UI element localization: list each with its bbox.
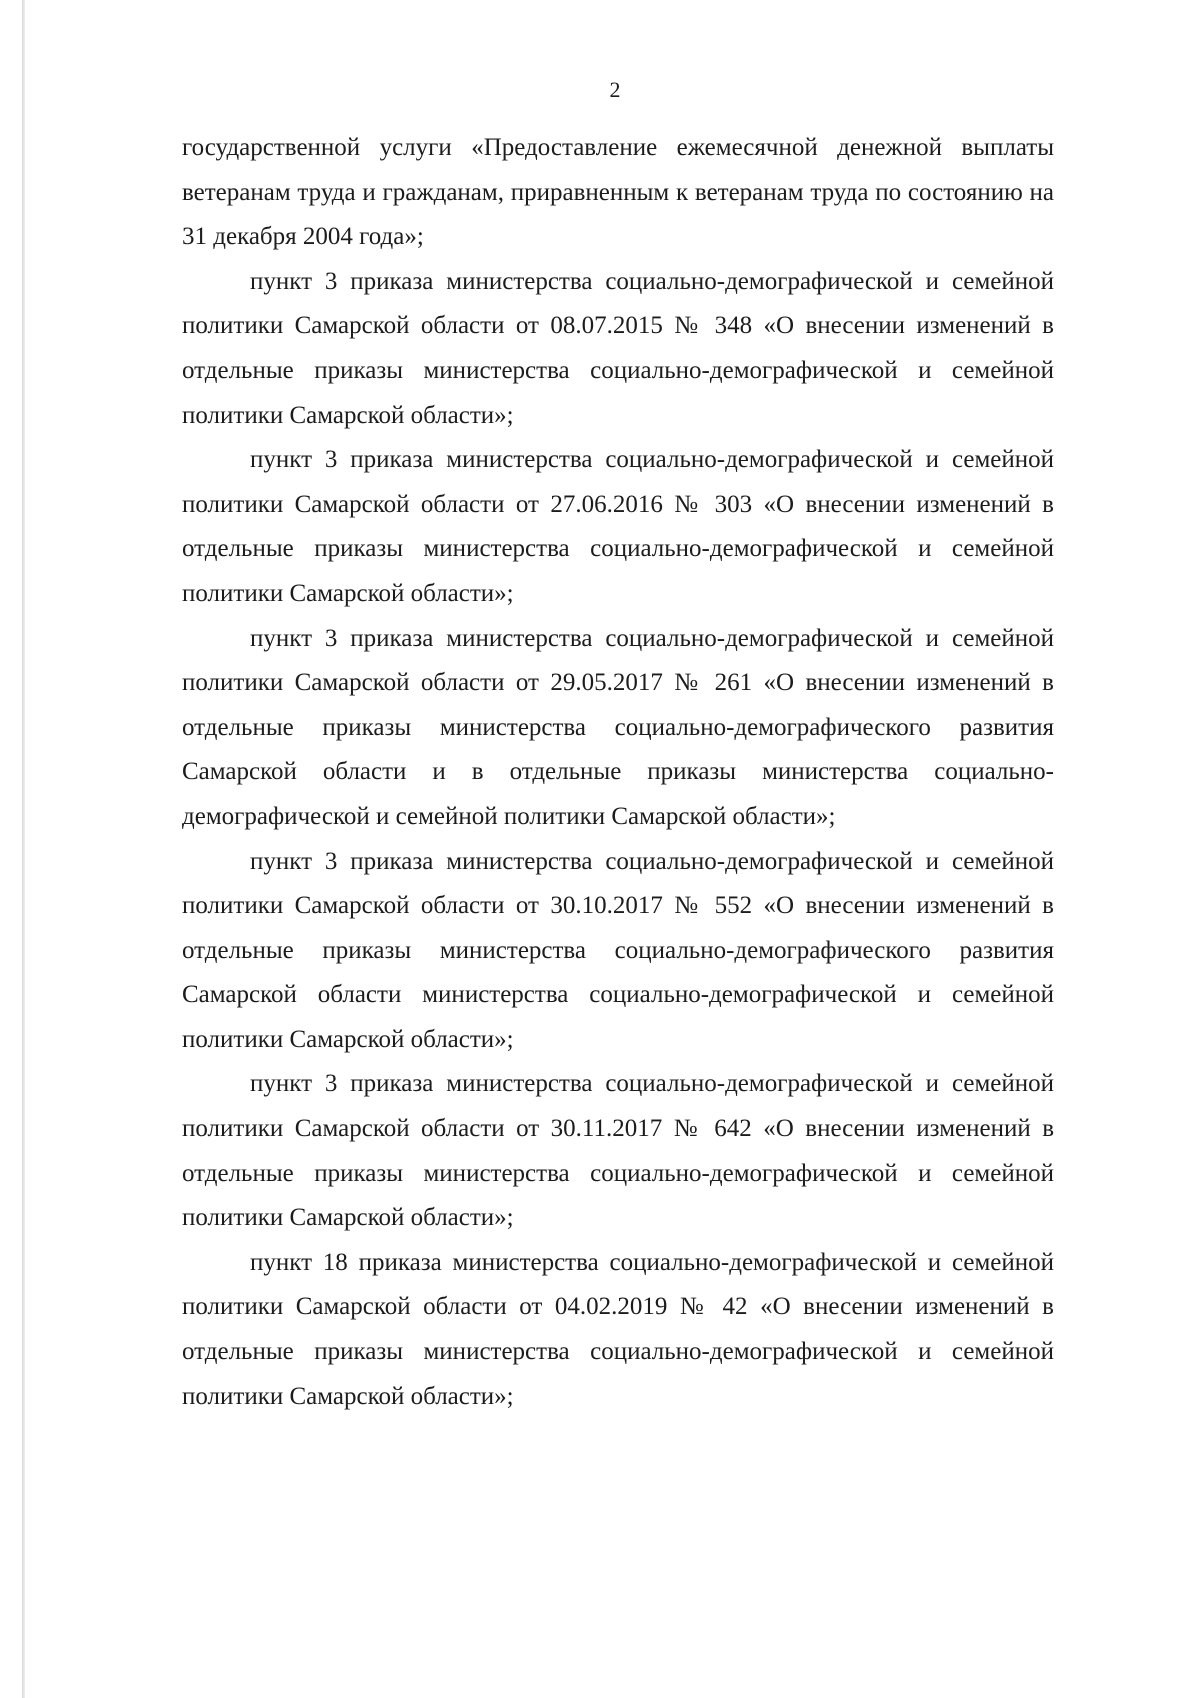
paragraph-item-3: пункт 3 приказа министерства социально-демографической и семейной политики Самарской области от 29.05.2017 № 261 «О внесении изменений в отдельные приказы министерства социально-демографического развития Самарской области и в отдельные приказы министерства социально-демографической и семейной политики Самарской области»;: [182, 624, 1054, 830]
paragraph-item-1: пункт 3 приказа министерства социально-демографической и семейной политики Самарской области от 08.07.2015 № 348 «О внесении изменений в отдельные приказы министерства социально-демографической и семейной политики Самарской области»;: [182, 267, 1054, 429]
paragraph-item-6: пункт 18 приказа министерства социально-демографической и семейной политики Самарской области от 04.02.2019 № 42 «О внесении изменений в отдельные приказы министерства социально-демографической и семейной политики Самарской области»;: [182, 1248, 1054, 1410]
scan-edge-line: [22, 0, 25, 1698]
page-number: 2: [609, 77, 621, 102]
paragraph-item-4: пункт 3 приказа министерства социально-демографической и семейной политики Самарской области от 30.10.2017 № 552 «О внесении изменений в отдельные приказы министерства социально-демографического развития Самарской области министерства социально-демографической и семейной политики Самарской области»;: [182, 847, 1054, 1053]
document-body: [182, 126, 1054, 1419]
paragraph-item-5: пункт 3 приказа министерства социально-демографической и семейной политики Самарской области от 30.11.2017 № 642 «О внесении изменений в отдельные приказы министерства социально-демографической и семейной политики Самарской области»;: [182, 1070, 1054, 1232]
paragraph-item-2: пункт 3 приказа министерства социально-демографической и семейной политики Самарской области от 27.06.2016 № 303 «О внесении изменений в отдельные приказы министерства социально-демографической и семейной политики Самарской области»;: [182, 446, 1054, 607]
paragraph-continuation: государственной услуги «Предоставление ежемесячной денежной выплаты ветеранам труда и гражданам, приравненным к ветеранам труда по состоянию на 31 декабря 2004 года»;: [182, 134, 1054, 251]
